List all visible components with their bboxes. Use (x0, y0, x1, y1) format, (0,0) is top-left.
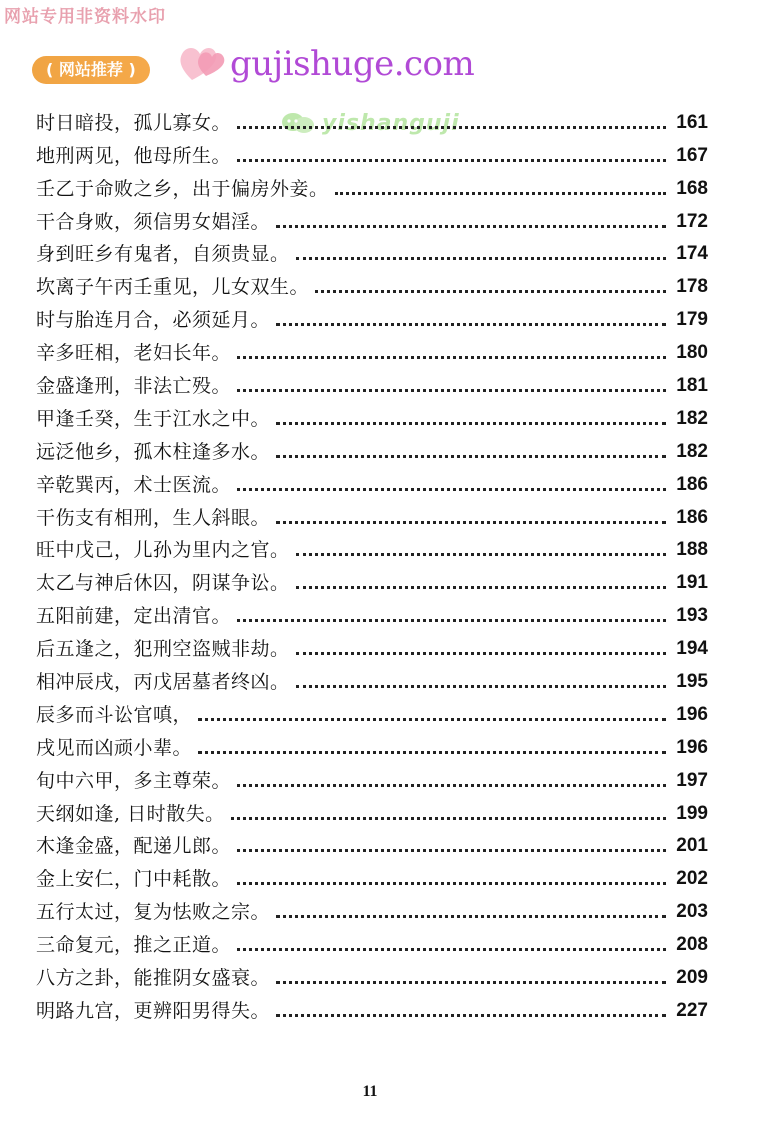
toc-dot-leader (276, 322, 666, 326)
toc-entry-page: 178 (676, 276, 708, 298)
toc-entry (36, 169, 708, 202)
toc-entry (36, 498, 708, 531)
toc-entry-title: 戌见而凶顽小辈。 (36, 736, 193, 759)
toc-entry (36, 267, 708, 300)
toc-entry (36, 333, 708, 366)
toc-dot-leader (198, 717, 666, 721)
toc-entry-title: 后五逢之，犯刑空盗贼非劫。 (36, 638, 290, 661)
toc-entry (36, 103, 708, 136)
toc-dot-leader (198, 750, 666, 754)
toc-entry-title: 三命复元，推之正道。 (36, 934, 232, 957)
toc-entry-page: 196 (676, 703, 708, 725)
toc-dot-leader (276, 520, 666, 524)
toc-dot-leader (237, 487, 666, 491)
toc-entry-title: 坎离子午丙壬重见，儿女双生。 (36, 276, 310, 299)
toc-dot-leader (237, 355, 666, 359)
toc-entry-page: 201 (676, 835, 708, 857)
toc-entry-title: 木逢金盛，配递儿郎。 (36, 835, 232, 858)
toc-entry-page: 161 (676, 111, 708, 133)
mid-watermark-text: yishanguji (322, 110, 460, 136)
toc-entry (36, 629, 708, 662)
toc-dot-leader (276, 454, 666, 458)
toc-entry-page: 180 (676, 342, 708, 364)
toc-entry (36, 531, 708, 564)
toc-entry (36, 136, 708, 169)
toc-entry-title: 甲逢壬癸，生于江水之中。 (36, 407, 271, 430)
toc-entry-page: 174 (676, 243, 708, 265)
toc-entry-title: 太乙与神后休囚，阴谋争讼。 (36, 572, 290, 595)
toc-entry (36, 366, 708, 399)
toc-dot-leader (276, 980, 666, 984)
toc-entry (36, 235, 708, 268)
toc-dot-leader (237, 388, 666, 392)
toc-entry-page: 191 (676, 572, 708, 594)
toc-dot-leader (276, 1013, 666, 1017)
toc-entry (36, 465, 708, 498)
toc-entry (36, 202, 708, 235)
toc-entry-title: 时日暗投，孤儿寡女。 (36, 111, 232, 134)
toc-entry (36, 892, 708, 925)
toc-entry (36, 695, 708, 728)
toc-entry-title: 五阳前建，定出清官。 (36, 605, 232, 628)
toc-entry-page: 196 (676, 736, 708, 758)
toc-dot-leader (237, 881, 666, 885)
toc-entry-title: 地刑两见，他母所生。 (36, 144, 232, 167)
toc-dot-leader (237, 848, 666, 852)
toc-dot-leader (231, 816, 666, 820)
toc-entry-page: 227 (676, 999, 708, 1021)
toc-entry-page: 199 (676, 802, 708, 824)
heart-logo-icon (178, 40, 228, 84)
toc-entry-title: 时与胎连月合，必须延月。 (36, 309, 271, 332)
toc-entry (36, 991, 708, 1024)
watermark-top-text: 网站专用非资料水印 (4, 7, 166, 27)
toc-entry-page: 193 (676, 605, 708, 627)
site-url-watermark: gujishuge.com (230, 44, 475, 84)
toc-entry (36, 958, 708, 991)
toc-entry-page: 203 (676, 901, 708, 923)
toc-entry-title: 八方之卦，能推阴女盛衰。 (36, 967, 271, 990)
toc-entry-page: 195 (676, 671, 708, 693)
page-number: 11 (362, 1083, 378, 1100)
toc-entry (36, 662, 708, 695)
toc-entry-title: 干合身败，须信男女娼淫。 (36, 210, 271, 233)
toc-entry-title: 干伤支有相刑，生人斜眼。 (36, 506, 271, 529)
toc-dot-leader (237, 618, 666, 622)
site-recommend-badge: ( 网站推荐 ) (32, 56, 150, 84)
toc-entry-title: 五行太过，复为怯败之宗。 (36, 901, 271, 924)
toc-entry (36, 827, 708, 860)
toc-entry (36, 794, 708, 827)
toc-entry-page: 181 (676, 375, 708, 397)
toc-entry (36, 596, 708, 629)
toc-entry-page: 186 (676, 473, 708, 495)
toc-entry (36, 859, 708, 892)
toc-entry-page: 208 (676, 934, 708, 956)
toc-entry-title: 身到旺乡有鬼者，自须贵显。 (36, 243, 290, 266)
toc-entry (36, 300, 708, 333)
toc-dot-leader (296, 684, 666, 688)
toc-entry-title: 壬乙于命败之乡，出于偏房外妾。 (36, 177, 329, 200)
toc-dot-leader (237, 947, 666, 951)
toc-entry-page: 168 (676, 177, 708, 199)
toc-entry (36, 728, 708, 761)
table-of-contents (36, 103, 708, 1024)
toc-entry-title: 旺中戊己，儿孙为里内之官。 (36, 539, 290, 562)
toc-entry-page: 172 (676, 210, 708, 232)
toc-entry-title: 辛多旺相，老妇长年。 (36, 342, 232, 365)
toc-entry-page: 197 (676, 769, 708, 791)
toc-entry-title: 相冲辰戌，丙戊居墓者终凶。 (36, 671, 290, 694)
toc-dot-leader (276, 914, 666, 918)
toc-entry-title: 辰多而斗讼官嗔， (36, 703, 193, 726)
toc-entry (36, 563, 708, 596)
toc-entry (36, 761, 708, 794)
toc-entry-page: 194 (676, 638, 708, 660)
toc-entry-title: 金盛逢刑，非法亡殁。 (36, 375, 232, 398)
toc-entry-page: 182 (676, 407, 708, 429)
toc-dot-leader (276, 421, 666, 425)
toc-dot-leader (296, 256, 666, 260)
toc-entry-page: 186 (676, 506, 708, 528)
toc-entry-page: 209 (676, 967, 708, 989)
toc-entry-page: 167 (676, 144, 708, 166)
toc-entry-title: 辛乾巽丙，术士医流。 (36, 473, 232, 496)
toc-dot-leader (237, 125, 666, 129)
toc-dot-leader (296, 651, 666, 655)
toc-entry (36, 399, 708, 432)
toc-entry-title: 远泛他乡，孤木柱逢多水。 (36, 440, 271, 463)
toc-entry-title: 明路九宫，更辨阳男得失。 (36, 999, 271, 1022)
toc-entry-title: 天纲如逢, 日时散失。 (36, 802, 225, 825)
toc-dot-leader (296, 552, 666, 556)
toc-dot-leader (296, 585, 666, 589)
toc-entry-page: 188 (676, 539, 708, 561)
toc-dot-leader (276, 224, 666, 228)
toc-dot-leader (237, 783, 666, 787)
toc-entry-page: 182 (676, 440, 708, 462)
toc-dot-leader (237, 158, 666, 162)
toc-dot-leader (315, 289, 666, 293)
toc-entry-page: 179 (676, 309, 708, 331)
toc-entry-title: 旬中六甲，多主尊荣。 (36, 769, 232, 792)
toc-entry (36, 925, 708, 958)
toc-dot-leader (335, 191, 666, 195)
toc-entry-title: 金上安仁，门中耗散。 (36, 868, 232, 891)
toc-entry (36, 432, 708, 465)
toc-entry-page: 202 (676, 868, 708, 890)
